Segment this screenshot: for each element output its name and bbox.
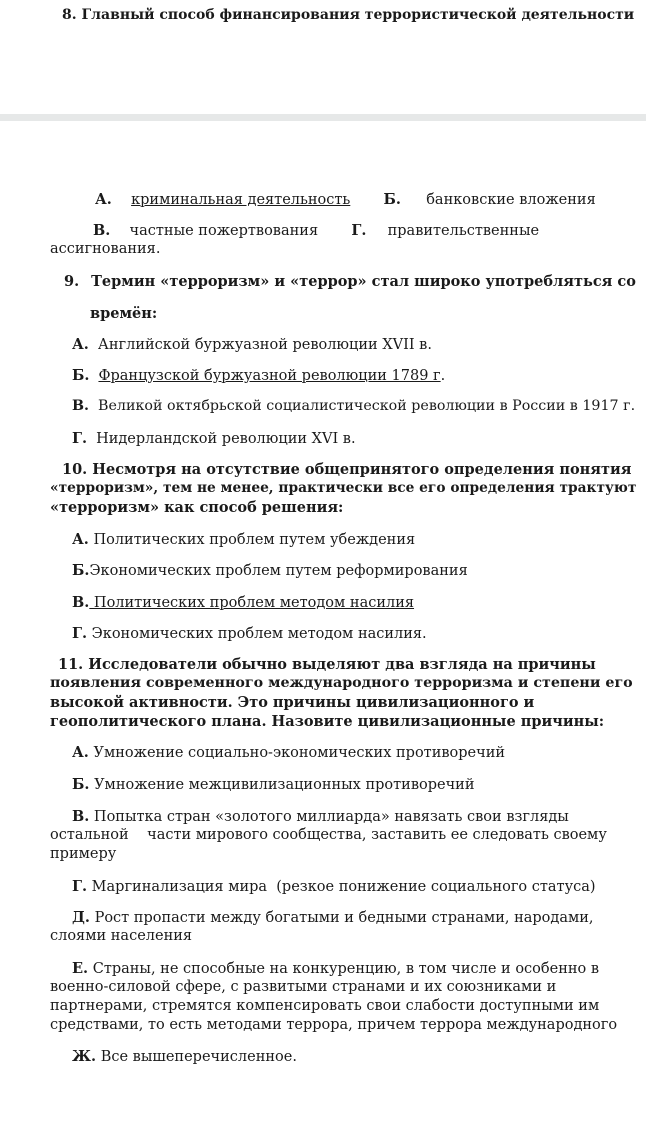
q11-option-f-line4: средствами, то есть методами террора, причем террора международного [50,1017,618,1033]
q8-option-b-label: Б. [383,191,401,208]
q11-option-c-line3: примеру [50,846,117,862]
q10-option-c: В. Политических проблем методом насилия [72,594,415,611]
q11-title-line4: геополитического плана. Назовите цивилизационные причины: [50,713,605,730]
q9-option-a: А. Английской буржуазной революции XVII в. [72,336,432,353]
q9-title-text: Термин «терроризм» и «террор» стал широко употребляться со [91,273,636,290]
q10-title-line1: 10. Несмотря на отсутствие общепринятого определения понятия [62,461,632,478]
q8-option-d-continuation: ассигнования. [50,241,161,257]
q9-title-continuation: времён: [90,305,158,322]
q8-option-a-label: А. [95,191,112,208]
q11-option-f-line2: военно-силовой сфере, с развитыми странами и их союзниками и [50,979,557,995]
q8-option-c-text: частные пожертвования [129,223,319,239]
q11-option-a: А. Умножение социально-экономических противоречий [72,744,506,761]
q11-option-c: В. Попытка стран «золотого миллиарда» навязать свои взгляды [72,808,569,825]
q9-number: 9. [64,273,80,290]
q11-option-c-line2: остальной части мирового сообщества, заставить ее следовать своему [50,827,607,843]
q10-title-line3: «терроризм» как способ решения: [50,499,344,516]
q10-title-line2: «терроризм», тем не менее, практически все его определения трактуют [50,480,637,496]
q8-option-d-text: правительственные [387,223,540,239]
q10-option-d: Г. Экономических проблем методом насилия. [72,625,427,642]
q11-option-f-line3: партнерами, стремятся компенсировать свои слабости доступными им [50,998,600,1014]
q8-options-row2 [93,221,539,241]
q11-option-g: Ж. Все вышеперечисленное. [72,1048,297,1065]
q9-option-b: Б. Французской буржуазной революции 1789 г. [72,367,446,384]
q10-option-b: Б.Экономических проблем путем реформирования [72,562,468,579]
q11-option-e: Д. Рост пропасти между богатыми и бедными странами, народами, [72,909,594,926]
q11-option-e-line2: слоями населения [50,928,193,944]
q9-title [64,272,636,291]
q11-title-line2: появления современного международного терроризма и степени его [50,675,633,691]
q9-option-d: Г. Нидерландской революции XVI в. [72,430,356,447]
q8-title: 8. Главный способ финансирования террористической деятельности [62,7,635,23]
q8-option-a-text: криминальная деятельность [131,192,351,208]
q11-option-d: Г. Маргинализация мира (резкое понижение социального статуса) [72,878,596,895]
q8-option-d-label: Г. [351,222,367,239]
q11-option-f: Е. Страны, не способные на конкуренцию, в том числе и особенно в [72,960,600,977]
q8-option-c-label: В. [93,222,111,239]
page-divider [0,114,646,121]
q9-option-c: В. Великой октябрьской социалистической революции в России в 1917 г. [72,398,636,414]
q10-option-a: А. Политических проблем путем убеждения [72,531,416,548]
q8-options-row1 [95,190,596,210]
q8-option-b-text: банковские вложения [426,192,596,208]
q11-option-b: Б. Умножение межцивилизационных противоречий [72,776,475,793]
q11-title-line3: высокой активности. Это причины цивилизационного и [50,694,535,711]
q11-title-line1: 11. Исследователи обычно выделяют два взгляда на причины [58,656,596,673]
